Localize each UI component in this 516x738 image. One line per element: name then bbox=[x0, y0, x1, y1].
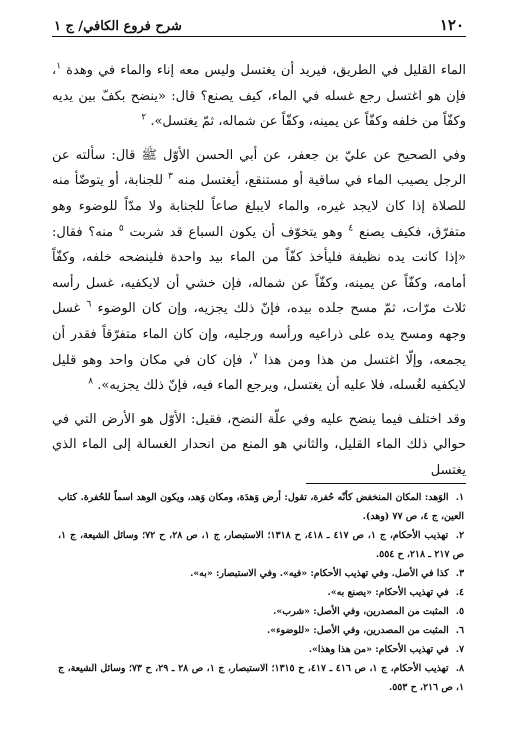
footnote-ref: ٦ bbox=[86, 300, 92, 311]
text-run: غسل وجهه ومسح يده على ذراعيه ورأسه ورجليه، وإن كان الماء متفرّقاً فقدر أن يجمعه، وإلّا اغتسل من هذا ومن هذا bbox=[52, 301, 466, 368]
footnote-rule bbox=[306, 483, 466, 484]
footnote bbox=[58, 602, 464, 621]
footnote-text: الوَهد: المكان المنخفض كأنّه حُفرة، تقول: أرض وَهدَة، ومكان وَهد، ويكون الوهد اسماً للحُفرة. كتاب العين، ج ٤، ص ٧٧ (وهد). bbox=[58, 492, 464, 522]
footnote-number: ٦. bbox=[455, 625, 464, 636]
footnote-number: ٧. bbox=[455, 644, 464, 655]
footnotes bbox=[58, 488, 464, 697]
footnote-text: في تهذيب الأحكام: «يصنع به». bbox=[327, 587, 452, 598]
page-number: ١٢٠ bbox=[439, 16, 464, 34]
text-run: الماء القليل في الطريق، فيريد أن يغتسل وليس معه إناء والماء في وهدة bbox=[61, 63, 466, 78]
footnote-ref: ١ bbox=[56, 61, 62, 72]
page-header bbox=[54, 12, 464, 34]
footnote-ref: ٤ bbox=[348, 223, 354, 234]
footnote-text: المثبت من المصدرين، وفي الأصل: «شرب». bbox=[273, 606, 452, 617]
footnote-number: ٨. bbox=[455, 663, 465, 674]
paragraph bbox=[52, 58, 466, 135]
footnote-ref: ٨ bbox=[88, 376, 94, 387]
header-rule bbox=[52, 36, 466, 37]
footnote-text: في تهذيب الأحكام: «من هذا وهذا». bbox=[308, 644, 452, 655]
footnote-number: ٥. bbox=[455, 606, 464, 617]
footnote-number: ٣. bbox=[455, 568, 464, 579]
footnote-text: المثبت من المصدرين، وفي الأصل: «للوضوء». bbox=[266, 625, 452, 636]
text-run: للجنابة، أو يتوضّأ منه للصلاة إذا كان لايجد غيره، والماء لايبلغ صاعاً للجنابة ولا مدّاً للوضوء وهو متفرّق، فكيف يصنع bbox=[52, 173, 466, 240]
footnote-number: ١. bbox=[455, 492, 464, 503]
footnote-number: ٤. bbox=[455, 587, 464, 598]
body-text bbox=[52, 58, 466, 484]
footnote bbox=[58, 583, 464, 602]
text-run: وقد اختلف فيما ينضح عليه وفي علّة النضح، فقيل: الأوّل هو الأرض التي في حوالي ذلك الماء القليل، والثاني هو المنع من انحدار الغسالة إلى الماء الذي يغتسل bbox=[52, 411, 466, 478]
footnote bbox=[58, 621, 464, 640]
text-run: وهو يتخوّف أن يكون السباع قد شربت bbox=[123, 224, 349, 240]
text-run: ، فإن كان في مكان واحد وهو قليل لايكفيه لغُسله، فلا عليه أن يغتسل، ويرجع الماء فيه، فإنّ ذلك يجزيه». bbox=[52, 352, 466, 394]
footnote-ref: ٣ bbox=[167, 172, 173, 183]
text-run: ، فإن هو اغتسل رجع غسله في الماء، كيف يصنع؟ قال: «ينضح بكفّ بين يديه وكفّاً من خلفه وكفّاً عن يمينه، وكفّاً عن شماله، ثمّ يغتسل». bbox=[52, 63, 466, 130]
paragraph bbox=[52, 143, 466, 399]
text-run: منه؟ فقال: «إذا كانت يده نظيفة فليأخذ كفّاً من الماء بيد واحدة فلينضحه خلفه، وكفّاً أمامه، وكفّاً عن يمينه، وكفّاً عن شماله، فإن خشي أن لايكفيه، غسل رأسه ثلاث مرّات، ثمّ مسح جلده بيده، فإنّ ذلك يجزيه، وإن كان الوضوء bbox=[52, 224, 467, 317]
footnote-text: تهذيب الأحكام، ج ١، ص ٤١٧ ـ ٤١٨، ح ١٣١٨؛ الاستبصار، ج ١، ص ٢٨، ح ٧٢؛ وسائل الشيعة، ج ١، ص ٢١٧ ـ ٢١٨، ح ٥٥٤. bbox=[58, 530, 464, 560]
footnote-text: كذا في الأصل. وفي تهذيب الأحكام: «فيه». وفي الاستبصار: «به». bbox=[190, 568, 452, 579]
footnote-ref: ٢ bbox=[141, 112, 147, 123]
footnote bbox=[58, 488, 464, 526]
text-run: وفي الصحيح عن عليّ بن جعفر، عن أبي الحسن الأوّل ﷺ قال: سألته عن الرجل يصيب الماء في ساقية أو مستنقع، أيغتسل منه bbox=[52, 147, 466, 189]
footnote-ref: ٥ bbox=[118, 223, 124, 234]
footnote-number: ٢. bbox=[455, 530, 465, 541]
footnote bbox=[58, 659, 464, 697]
running-title: شرح فروع الكافي/ ج ١ bbox=[54, 19, 182, 34]
footnote-text: تهذيب الأحكام، ج ١، ص ٤١٦ ـ ٤١٧، ح ١٣١٥؛ الاستبصار، ج ١، ص ٢٨ ـ ٢٩، ح ٧٣؛ وسائل الشيعة، ج ١، ص ٢١٦، ح ٥٥٣. bbox=[58, 663, 464, 693]
paragraph bbox=[52, 407, 466, 484]
footnote-ref: ٧ bbox=[252, 351, 258, 362]
footnote bbox=[58, 564, 464, 583]
footnote bbox=[58, 526, 464, 564]
footnote bbox=[58, 640, 464, 659]
